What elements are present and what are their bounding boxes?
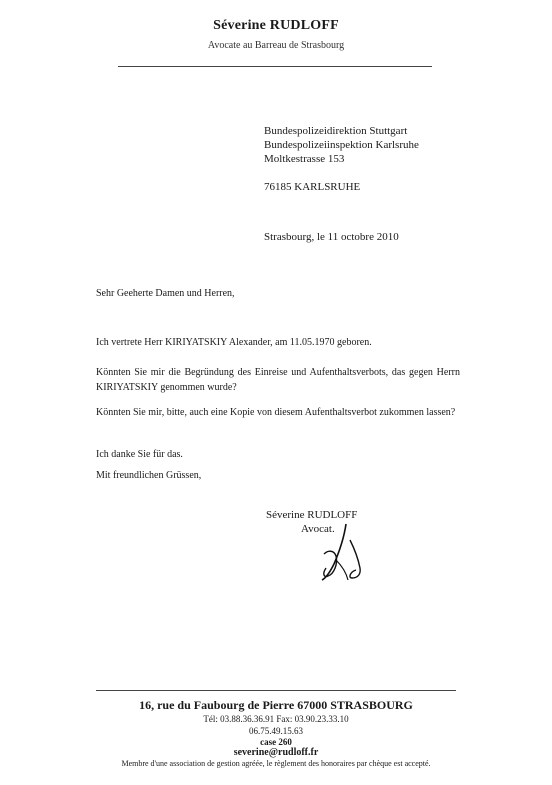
recipient-line: Moltkestrasse 153 xyxy=(264,153,345,165)
recipient-address xyxy=(264,124,419,166)
handwritten-signature xyxy=(318,520,388,586)
letterhead-name: Séverine RUDLOFF xyxy=(213,18,339,33)
body-paragraph: Könnten Sie mir die Begründung des Einreise und Aufenthaltsverbots, das gegen Herrn KIRIYATSKIY genommen wurde? xyxy=(96,367,460,393)
footer-mobile: 06.75.49.15.63 xyxy=(249,726,303,736)
body-paragraph: Ich vertrete Herr KIRIYATSKIY Alexander, am 11.05.1970 geboren. xyxy=(96,337,372,348)
footer-membership-note: Membre d'une association de gestion agréée, le règlement des honoraires par chèque est accepté. xyxy=(121,759,431,768)
footer-case: case 260 xyxy=(260,737,292,747)
footer-address: 16, rue du Faubourg de Pierre 67000 STRASBOURG xyxy=(139,698,413,712)
recipient-line: Bundespolizeiinspektion Karlsruhe xyxy=(264,139,419,151)
recipient-city: 76185 KARLSRUHE xyxy=(264,181,361,193)
body-paragraph: Ich danke Sie für das. xyxy=(96,449,183,460)
letter-date: Strasbourg, le 11 octobre 2010 xyxy=(264,231,399,243)
salutation: Sehr Geeherte Damen und Herren, xyxy=(96,288,235,299)
recipient-line: Bundespolizeidirektion Stuttgart xyxy=(264,125,408,137)
signatory-name: Séverine RUDLOFF xyxy=(266,509,358,521)
body-paragraph: Könnten Sie mir, bitte, auch eine Kopie von diesem Aufenthaltsverbot zukommen lassen? xyxy=(96,407,456,418)
footer-divider xyxy=(96,690,456,691)
letterhead-subtitle: Avocate au Barreau de Strasbourg xyxy=(207,40,345,51)
signatory-title: Avocat. xyxy=(301,523,335,535)
closing: Mit freundlichen Grüssen, xyxy=(96,470,202,481)
footer-email: severine@rudloff.fr xyxy=(233,747,319,758)
header-divider xyxy=(118,66,432,67)
footer-phone-fax: Tél: 03.88.36.36.91 Fax: 03.90.23.33.10 xyxy=(203,714,349,724)
